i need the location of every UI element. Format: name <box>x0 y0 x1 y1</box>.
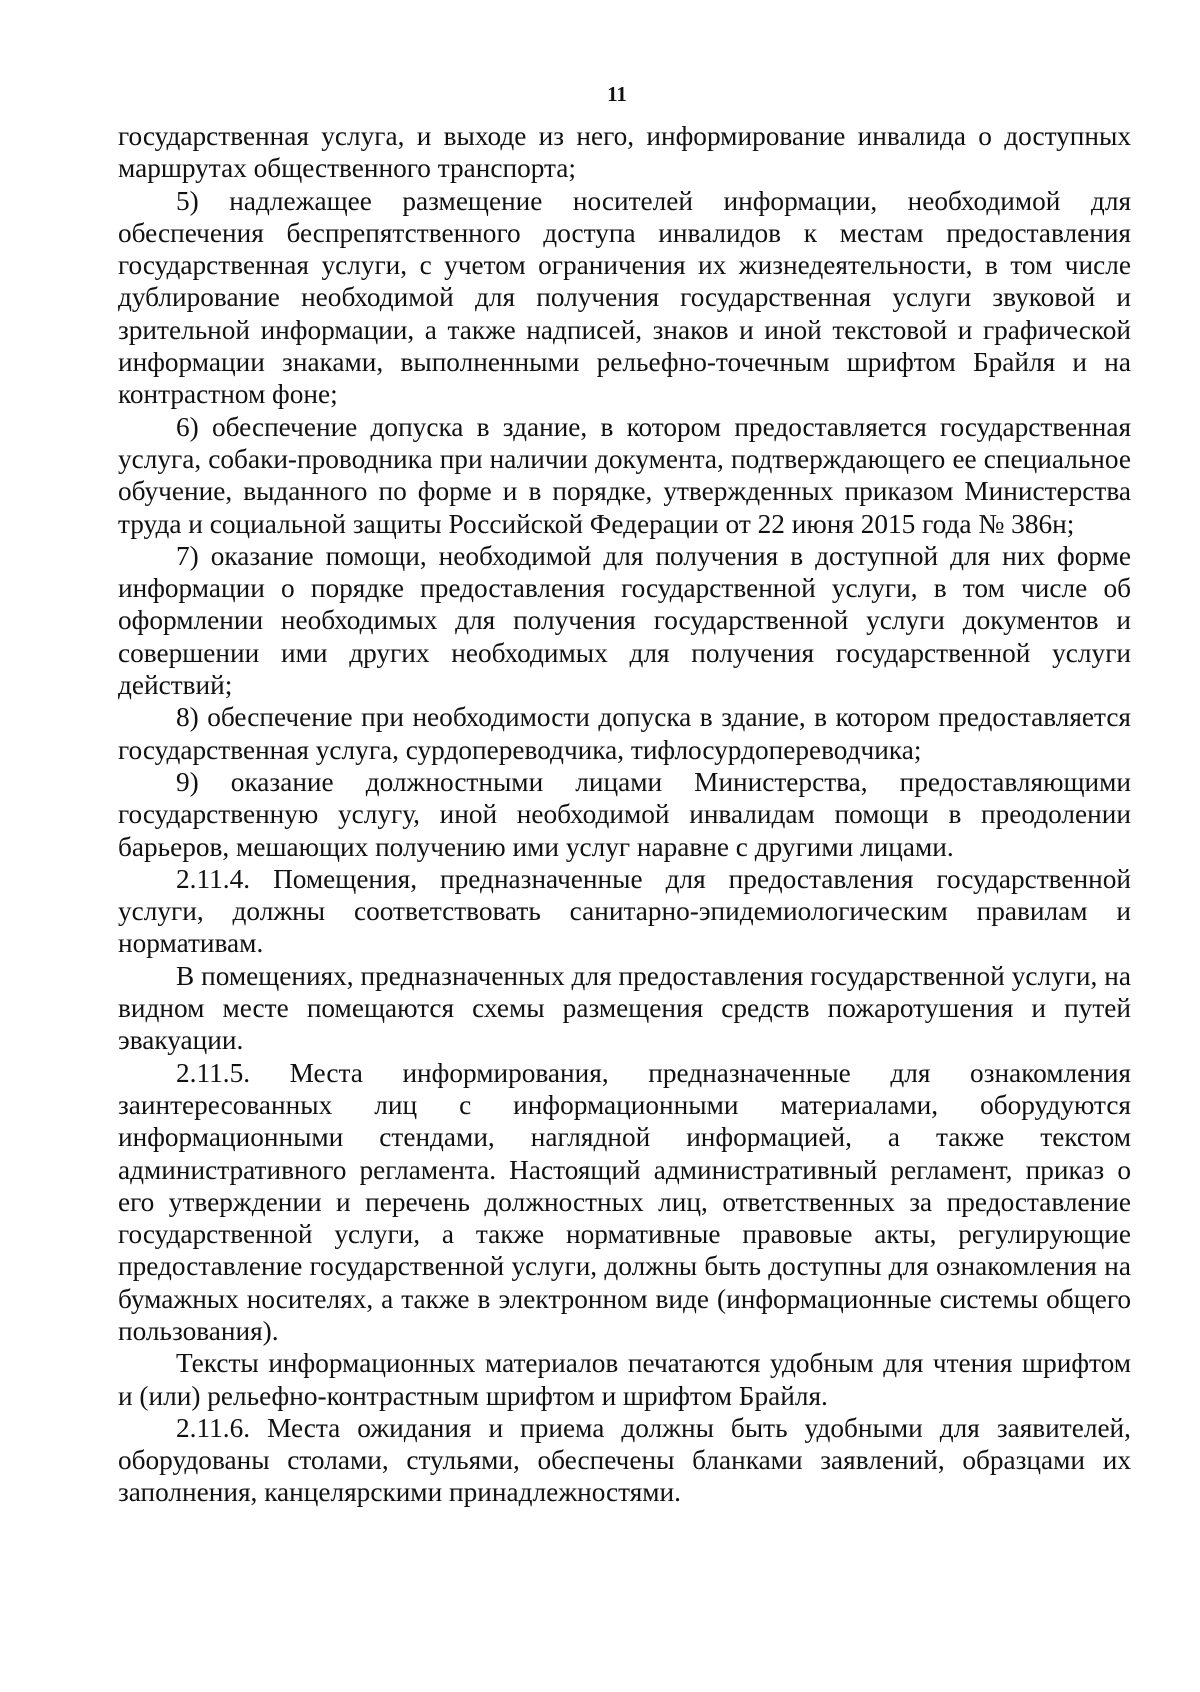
paragraph-item-7: 7) оказание помощи, необходимой для получения в доступной для них форме информации о порядке предоставления государственной услуги, в том числе об оформлении необходимых для получения государственной услуги документов и совершении ими других необходимых для получения государственной услуги действий; <box>118 540 1131 701</box>
paragraph-texts-materials: Тексты информационных материалов печатаются удобным для чтения шрифтом и (или) рельефно-контрастным шрифтом и шрифтом Брайля. <box>118 1348 1131 1411</box>
paragraph-item-9: 9) оказание должностными лицами Министерства, предоставляющими государственную услугу, иной необходимой инвалидам помощи в преодолении барьеров, мешающих получению ими услуг наравне с другими лицами. <box>118 766 1131 862</box>
paragraph-2-11-5: 2.11.5. Места информирования, предназначенные для ознакомления заинтересованных лиц с информационными материалами, оборудуются информационными стендами, наглядной информацией, а также текстом административного регламента. Настоящий административный регламент, приказ о его утверждении и перечень должностных лиц, ответственных за предоставление государственной услуги, а также нормативные правовые акты, регулирующие предоставление государственной услуги, должны быть доступны для ознакомления на бумажных носителях, а также в электронном виде (информационные системы общего пользования). <box>118 1057 1131 1346</box>
paragraph-2-11-4: 2.11.4. Помещения, предназначенные для предоставления государственной услуги, должны соответствовать санитарно-эпидемиологическим правилам и нормативам. <box>118 863 1131 959</box>
paragraph-evacuation-schemes: В помещениях, предназначенных для предоставления государственной услуги, на видном месте помещаются схемы размещения средств пожаротушения и путей эвакуации. <box>118 960 1131 1056</box>
paragraph-2-11-6: 2.11.6. Места ожидания и приема должны быть удобными для заявителей, оборудованы столами, стульями, обеспечены бланками заявлений, образцами их заполнения, канцелярскими принадлежностями. <box>118 1412 1131 1508</box>
paragraph-item-8: 8) обеспечение при необходимости допуска в здание, в котором предоставляется государственная услуга, сурдопереводчика, тифлосурдопереводчика; <box>118 702 1131 765</box>
page-number: 11 <box>607 82 627 106</box>
paragraph-item-5: 5) надлежащее размещение носителей информации, необходимой для обеспечения беспрепятственного доступа инвалидов к местам предоставления государственная услуги, с учетом ограничения их жизнедеятельности, в том числе дублирование необходимой для получения государственная услуги звуковой и зрительной информации, а также надписей, знаков и иной текстовой и графической информации знаками, выполненными рельефно-точечным шрифтом Брайля и на контрастном фоне; <box>118 185 1131 410</box>
paragraph-continuation: государственная услуга, и выходе из него, информирование инвалида о доступных маршрутах общественного транспорта; <box>118 121 1131 184</box>
document-body <box>118 120 1131 1509</box>
paragraph-item-6: 6) обеспечение допуска в здание, в котором предоставляется государственная услуга, собаки-проводника при наличии документа, подтверждающего ее специальное обучение, выданного по форме и в порядке, утвержденных приказом Министерства труда и социальной защиты Российской Федерации от 22 июня 2015 года № 386н; <box>118 411 1131 539</box>
